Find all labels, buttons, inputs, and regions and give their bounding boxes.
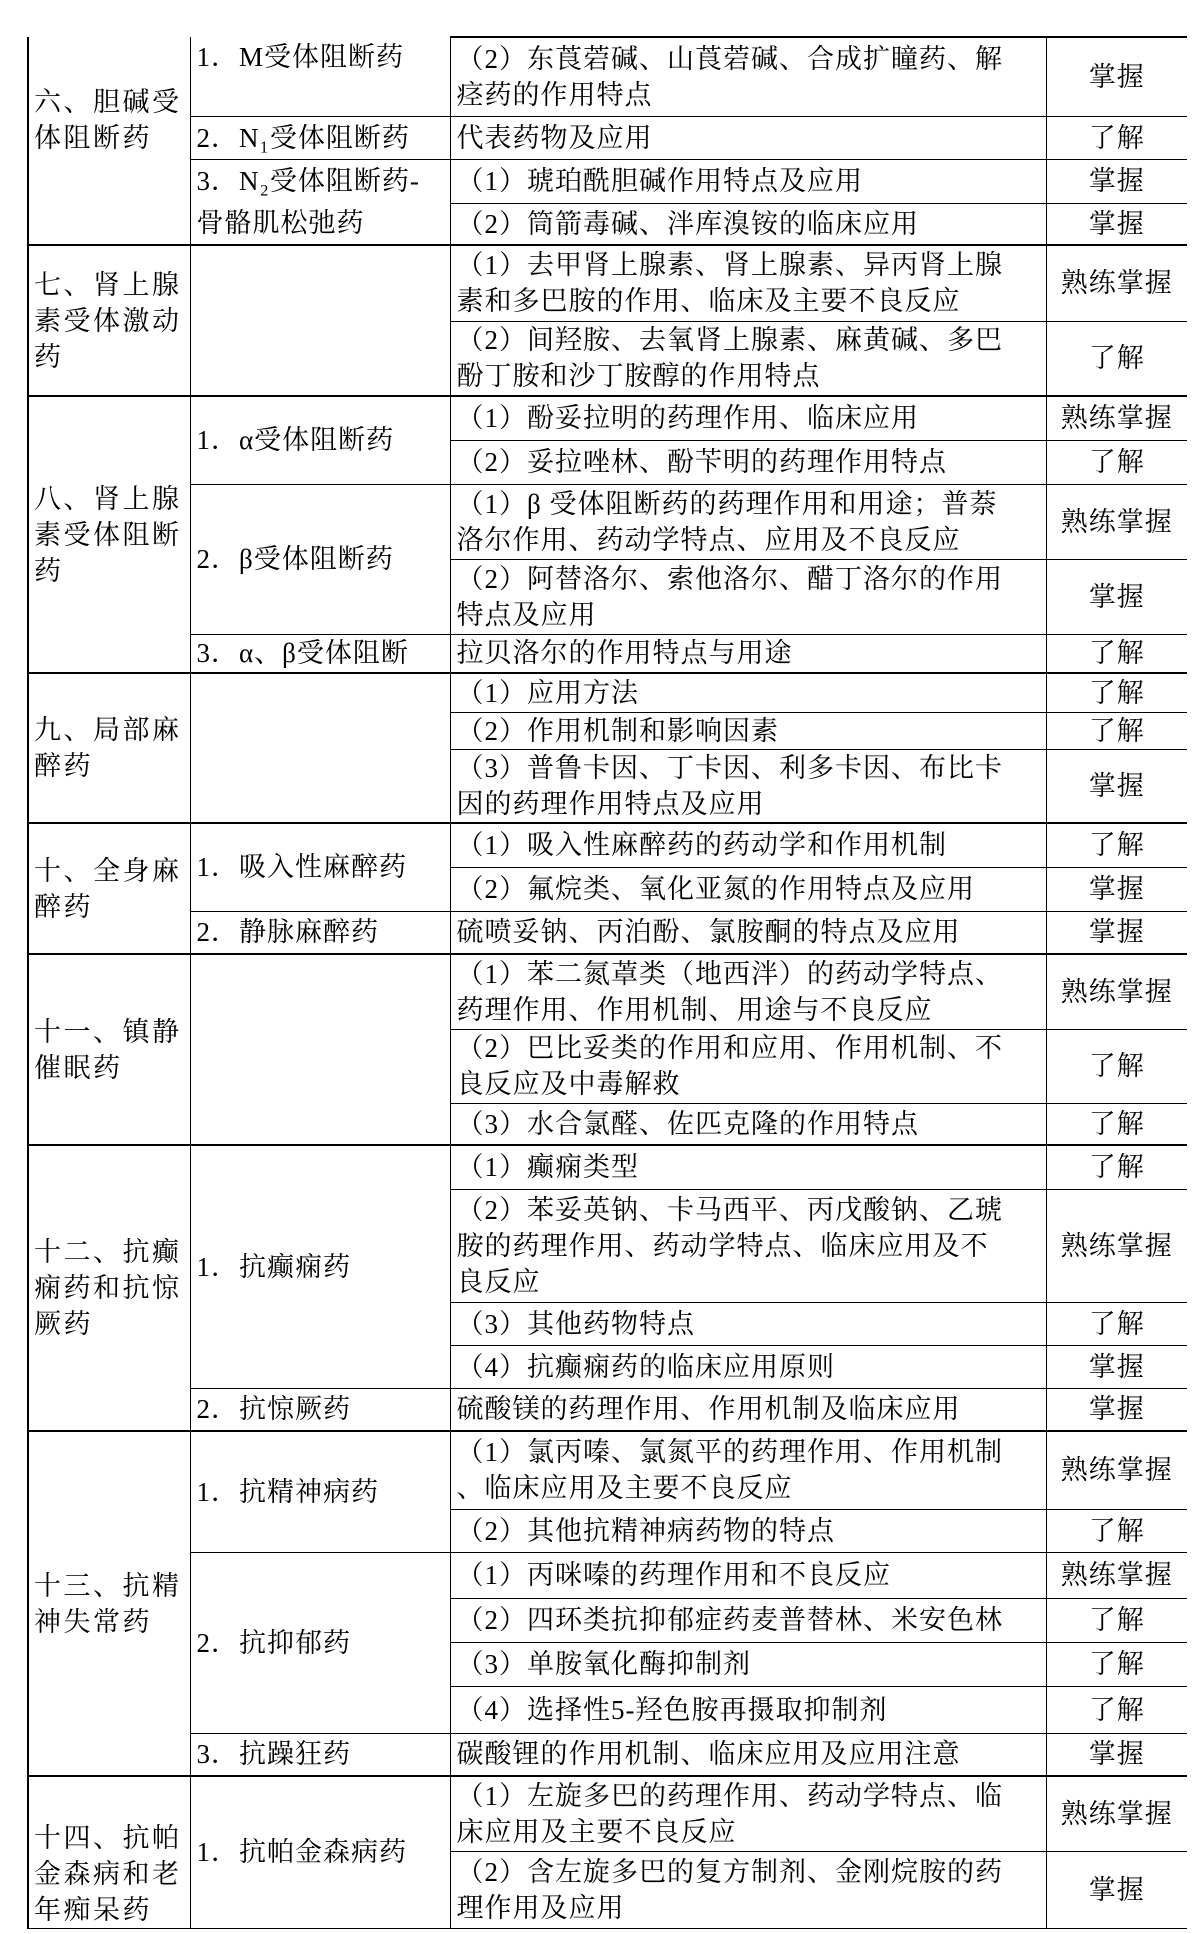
- topic-name: 1．α受体阻断药: [190, 396, 450, 484]
- content-item: （1）β 受体阻断药的药理作用和用途；普萘 洛尔作用、药动学特点、应用及不良反应: [450, 484, 1046, 559]
- topic-name: 2．N₁受体阻断药: [190, 116, 450, 159]
- mastery-level: 了解: [1046, 1686, 1187, 1733]
- mastery-level: 掌握: [1046, 203, 1187, 245]
- mastery-level: 了解: [1046, 1598, 1187, 1642]
- mastery-level: 了解: [1046, 1302, 1187, 1345]
- mastery-level: 熟练掌握: [1046, 484, 1187, 559]
- content-item: （1）左旋多巴的药理作用、药动学特点、临 床应用及主要不良反应: [450, 1776, 1046, 1851]
- section-title: 十一、镇静 催眠药: [28, 954, 190, 1145]
- section-title: 七、肾上腺 素受体激动 药: [28, 245, 190, 396]
- table-row: [28, 484, 1187, 559]
- mastery-level: 掌握: [1046, 1851, 1187, 1928]
- topic-name: 1．抗精神病药: [190, 1431, 450, 1552]
- mastery-level: 掌握: [1046, 37, 1187, 116]
- content-item: （2）苯妥英钠、卡马西平、丙戊酸钠、乙琥 胺的药理作用、药动学特点、临床应用及不 良反应: [450, 1189, 1046, 1302]
- section-title: 十、全身麻 醉药: [28, 823, 190, 954]
- mastery-level: 了解: [1046, 1145, 1187, 1189]
- table-row: [28, 1776, 1187, 1851]
- table-row: [28, 1145, 1187, 1189]
- mastery-level: 熟练掌握: [1046, 1552, 1187, 1598]
- mastery-level: 了解: [1046, 1642, 1187, 1686]
- mastery-level: 了解: [1046, 321, 1187, 396]
- section-title: 十三、抗精 神失常药: [28, 1431, 190, 1776]
- mastery-level: 了解: [1046, 634, 1187, 673]
- mastery-level: 熟练掌握: [1046, 396, 1187, 440]
- mastery-level: 了解: [1046, 1103, 1187, 1145]
- table-row: [28, 245, 1187, 321]
- topic-name: 3．抗躁狂药: [190, 1733, 450, 1776]
- content-item: （4）抗癫痫药的临床应用原则: [450, 1345, 1046, 1388]
- mastery-level: 了解: [1046, 116, 1187, 159]
- mastery-level: 掌握: [1046, 1733, 1187, 1776]
- mastery-level: 熟练掌握: [1046, 1189, 1187, 1302]
- topic-name-empty: [190, 673, 450, 823]
- content-item: （3）水合氯醛、佐匹克隆的作用特点: [450, 1103, 1046, 1145]
- topic-name: 3．N₂受体阻断药- 骨骼肌松弛药: [190, 159, 450, 245]
- mastery-level: 掌握: [1046, 1345, 1187, 1388]
- content-item: （2）其他抗精神病药物的特点: [450, 1509, 1046, 1552]
- topic-name: 2．β受体阻断药: [190, 484, 450, 634]
- table-row: [28, 634, 1187, 673]
- content-item: 硫喷妥钠、丙泊酚、氯胺酮的特点及应用: [450, 911, 1046, 954]
- table-row: [28, 116, 1187, 159]
- content-item: （1）吸入性麻醉药的药动学和作用机制: [450, 823, 1046, 867]
- content-item: （1）琥珀酰胆碱作用特点及应用: [450, 159, 1046, 203]
- content-item: 代表药物及应用: [450, 116, 1046, 159]
- topic-name: 2．抗惊厥药: [190, 1388, 450, 1431]
- mastery-level: 熟练掌握: [1046, 954, 1187, 1029]
- content-item: （3）其他药物特点: [450, 1302, 1046, 1345]
- mastery-level: 掌握: [1046, 749, 1187, 823]
- content-item: 硫酸镁的药理作用、作用机制及临床应用: [450, 1388, 1046, 1431]
- content-item: （2）阿替洛尔、索他洛尔、醋丁洛尔的作用 特点及应用: [450, 559, 1046, 634]
- mastery-level: 熟练掌握: [1046, 245, 1187, 321]
- content-item: （4）选择性5-羟色胺再摄取抑制剂: [450, 1686, 1046, 1733]
- topic-name-empty: [190, 245, 450, 396]
- mastery-level: 熟练掌握: [1046, 1776, 1187, 1851]
- table-row: [28, 1388, 1187, 1431]
- mastery-level: 掌握: [1046, 911, 1187, 954]
- table-row: [28, 159, 1187, 203]
- content-item: 碳酸锂的作用机制、临床应用及应用注意: [450, 1733, 1046, 1776]
- document-page: [27, 36, 1187, 1929]
- mastery-level: 了解: [1046, 673, 1187, 712]
- section-title: 十二、抗癫 痫药和抗惊 厥药: [28, 1145, 190, 1431]
- content-item: 拉贝洛尔的作用特点与用途: [450, 634, 1046, 673]
- content-item: （3）单胺氧化酶抑制剂: [450, 1642, 1046, 1686]
- content-item: （2）巴比妥类的作用和应用、作用机制、不 良反应及中毒解救: [450, 1029, 1046, 1103]
- table-row: [28, 911, 1187, 954]
- table-row: [28, 673, 1187, 712]
- table-row: [28, 396, 1187, 440]
- mastery-level: 了解: [1046, 1509, 1187, 1552]
- topic-name: 2．静脉麻醉药: [190, 911, 450, 954]
- topic-name: 3．α、β受体阻断: [190, 634, 450, 673]
- mastery-level: 掌握: [1046, 559, 1187, 634]
- table-row: [28, 37, 1187, 116]
- mastery-level: 了解: [1046, 1029, 1187, 1103]
- topic-name: 1．吸入性麻醉药: [190, 823, 450, 911]
- table-row: [28, 1431, 1187, 1509]
- content-item: （2）筒箭毒碱、泮库溴铵的临床应用: [450, 203, 1046, 245]
- content-item: （1）去甲肾上腺素、肾上腺素、异丙肾上腺 素和多巴胺的作用、临床及主要不良反应: [450, 245, 1046, 321]
- table-row: [28, 954, 1187, 1029]
- mastery-level: 掌握: [1046, 867, 1187, 911]
- section-title: 十四、抗帕 金森病和老 年痴呆药: [28, 1776, 190, 1928]
- mastery-level: 了解: [1046, 440, 1187, 484]
- content-item: （2）含左旋多巴的复方制剂、金刚烷胺的药 理作用及应用: [450, 1851, 1046, 1928]
- content-item: （2）氟烷类、氧化亚氮的作用特点及应用: [450, 867, 1046, 911]
- section-title: 八、肾上腺 素受体阻断 药: [28, 396, 190, 673]
- syllabus-table: [27, 36, 1187, 1929]
- section-title: 六、胆碱受 体阻断药: [28, 37, 190, 245]
- topic-name-empty: [190, 954, 450, 1145]
- content-item: （1）癫痫类型: [450, 1145, 1046, 1189]
- content-item: （1）应用方法: [450, 673, 1046, 712]
- topic-name: 1．抗帕金森病药: [190, 1776, 450, 1928]
- content-item: （3）普鲁卡因、丁卡因、利多卡因、布比卡 因的药理作用特点及应用: [450, 749, 1046, 823]
- content-item: （1）苯二氮䓬类（地西泮）的药动学特点、 药理作用、作用机制、用途与不良反应: [450, 954, 1046, 1029]
- topic-name: 1．抗癫痫药: [190, 1145, 450, 1388]
- content-item: （2）作用机制和影响因素: [450, 712, 1046, 749]
- section-title: 九、局部麻 醉药: [28, 673, 190, 823]
- mastery-level: 掌握: [1046, 1388, 1187, 1431]
- content-item: （1）丙咪嗪的药理作用和不良反应: [450, 1552, 1046, 1598]
- content-item: （2）东莨菪碱、山莨菪碱、合成扩瞳药、解 痉药的作用特点: [450, 37, 1046, 116]
- topic-name: 2．抗抑郁药: [190, 1552, 450, 1733]
- mastery-level: 了解: [1046, 823, 1187, 867]
- mastery-level: 熟练掌握: [1046, 1431, 1187, 1509]
- content-item: （1）氯丙嗪、氯氮平的药理作用、作用机制 、临床应用及主要不良反应: [450, 1431, 1046, 1509]
- content-item: （2）妥拉唑林、酚苄明的药理作用特点: [450, 440, 1046, 484]
- content-item: （1）酚妥拉明的药理作用、临床应用: [450, 396, 1046, 440]
- content-item: （2）间羟胺、去氧肾上腺素、麻黄碱、多巴 酚丁胺和沙丁胺醇的作用特点: [450, 321, 1046, 396]
- topic-name: 1．M受体阻断药: [190, 37, 450, 116]
- mastery-level: 了解: [1046, 712, 1187, 749]
- table-row: [28, 1733, 1187, 1776]
- mastery-level: 掌握: [1046, 159, 1187, 203]
- table-row: [28, 823, 1187, 867]
- table-row: [28, 1552, 1187, 1598]
- content-item: （2）四环类抗抑郁症药麦普替林、米安色林: [450, 1598, 1046, 1642]
